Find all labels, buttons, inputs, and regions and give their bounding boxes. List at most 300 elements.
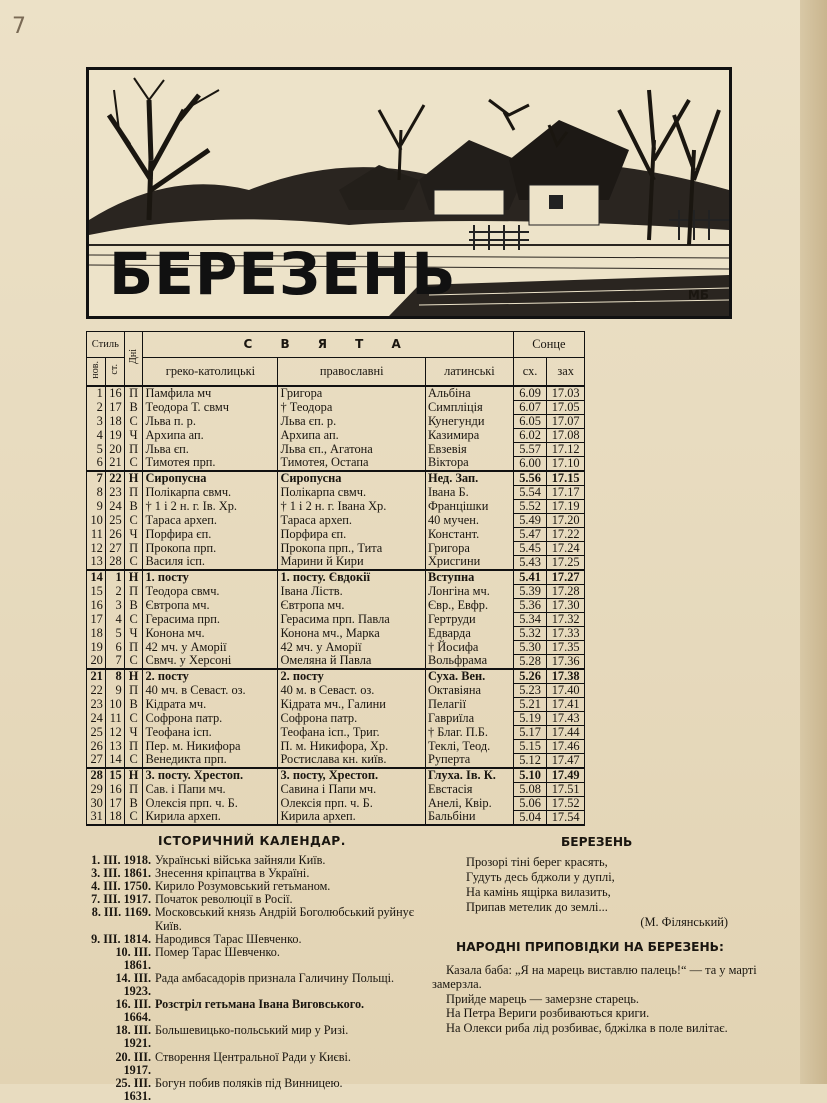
calendar-row: [87, 456, 585, 471]
calendar-row: [87, 626, 585, 640]
weekday: П: [124, 442, 143, 456]
sunrise: 5.54: [513, 485, 546, 499]
sunset: 17.43: [547, 711, 585, 725]
weekday: Н: [124, 570, 143, 585]
calendar-row: [87, 654, 585, 669]
history-date: 25. III. 1631.: [115, 1075, 151, 1103]
weekday: Н: [124, 471, 143, 486]
day-old: 25: [105, 513, 124, 527]
day-new: 16: [87, 598, 106, 612]
sunrise: 6.00: [513, 456, 546, 471]
sunrise: 5.17: [513, 725, 546, 739]
sunrise: 6.07: [513, 400, 546, 414]
latin-saint: Констант.: [425, 527, 513, 541]
calendar-row: [87, 442, 585, 456]
sunrise: 5.15: [513, 739, 546, 753]
greek-catholic-saint: Конона мч.: [143, 626, 278, 640]
orthodox-saint: Кідрата мч., Галини: [278, 697, 426, 711]
sunset: 17.07: [547, 414, 585, 428]
orthodox-saint: Архипа ап.: [278, 428, 426, 442]
weekday: П: [124, 640, 143, 654]
calendar-row: [87, 768, 585, 783]
header-days: Дні: [124, 332, 143, 386]
sunset: 17.30: [547, 598, 585, 612]
day-old: 8: [105, 669, 124, 684]
day-new: 15: [87, 584, 106, 598]
greek-catholic-saint: Сав. і Папи мч.: [143, 782, 278, 796]
sunrise: 6.09: [513, 386, 546, 401]
calendar-body: [87, 386, 585, 825]
day-new: 25: [87, 725, 106, 739]
orthodox-saint: Кирила археп.: [278, 810, 426, 825]
history-event: Українські війська зайняли Київ.: [155, 853, 326, 868]
day-old: 22: [105, 471, 124, 486]
sunset: 17.28: [547, 584, 585, 598]
latin-saint: Лонгіна мч.: [425, 584, 513, 598]
day-new: 13: [87, 555, 106, 570]
day-new: 7: [87, 471, 106, 486]
sunrise: 5.21: [513, 697, 546, 711]
day-old: 5: [105, 626, 124, 640]
calendar-row: [87, 640, 585, 654]
calendar-row: [87, 584, 585, 598]
day-new: 23: [87, 697, 106, 711]
day-old: 7: [105, 654, 124, 669]
sunrise: 5.12: [513, 753, 546, 768]
latin-saint: Глуха. Ів. К.: [425, 768, 513, 783]
calendar-row: [87, 810, 585, 825]
page-mark: 7: [12, 14, 26, 39]
header-sunrise: сх.: [513, 358, 546, 386]
sunset: 17.27: [547, 570, 585, 585]
history-date: 3. III. 1861.: [91, 866, 151, 881]
sunset: 17.41: [547, 697, 585, 711]
day-old: 4: [105, 612, 124, 626]
history-date: 8. III. 1169.: [91, 905, 151, 920]
sunset: 17.35: [547, 640, 585, 654]
history-event: Кирило Розумовський гетьманом.: [155, 879, 331, 894]
weekday: В: [124, 697, 143, 711]
sunset: 17.33: [547, 626, 585, 640]
latin-saint: Руперта: [425, 753, 513, 768]
day-old: 18: [105, 414, 124, 428]
latin-saint: Альбіна: [425, 386, 513, 401]
day-new: 26: [87, 739, 106, 753]
orthodox-saint: Конона мч., Марка: [278, 626, 426, 640]
sunrise: 5.28: [513, 654, 546, 669]
calendar-row: [87, 541, 585, 555]
latin-saint: Вольфрама: [425, 654, 513, 669]
latin-saint: Нед. Зап.: [425, 471, 513, 486]
weekday: В: [124, 796, 143, 810]
weekday: П: [124, 683, 143, 697]
weekday: В: [124, 499, 143, 513]
sunrise: 5.52: [513, 499, 546, 513]
latin-saint: Октавіяна: [425, 683, 513, 697]
calendar-row: [87, 471, 585, 486]
sunset: 17.24: [547, 541, 585, 555]
header-greek-catholic: греко-католицькі: [143, 358, 278, 386]
poem-author: (М. Філянський): [640, 915, 728, 929]
history-event: Богун побив поляків під Винницею.: [155, 1075, 343, 1090]
latin-saint: Євр., Евфр.: [425, 598, 513, 612]
poem-title: БЕРЕЗЕНЬ: [561, 835, 633, 849]
history-event: Знесення кріпацтва в Україні.: [155, 866, 310, 881]
day-new: 21: [87, 669, 106, 684]
sunrise: 5.19: [513, 711, 546, 725]
header-orthodox: православні: [278, 358, 426, 386]
history-event: Розстріл гетьмана Івана Виговського.: [155, 997, 365, 1012]
day-old: 16: [105, 782, 124, 796]
orthodox-saint: 1. посту. Євдокії: [278, 570, 426, 585]
day-new: 9: [87, 499, 106, 513]
weekday: С: [124, 711, 143, 725]
sunset: 17.47: [547, 753, 585, 768]
greek-catholic-saint: Теодора Т. свмч: [143, 400, 278, 414]
day-new: 17: [87, 612, 106, 626]
history-item: [88, 1077, 428, 1103]
orthodox-saint: Льва єп., Агатона: [278, 442, 426, 456]
calendar-row: [87, 796, 585, 810]
sunrise: 5.41: [513, 570, 546, 585]
greek-catholic-saint: Памфила мч: [143, 386, 278, 401]
poem-line: Прозорі тіні берег красять,: [466, 855, 608, 869]
latin-saint: Григора: [425, 541, 513, 555]
greek-catholic-saint: Тимотея прп.: [143, 456, 278, 471]
weekday: Ч: [124, 527, 143, 541]
day-old: 15: [105, 768, 124, 783]
day-old: 28: [105, 555, 124, 570]
orthodox-saint: Євтропа мч.: [278, 598, 426, 612]
sunset: 17.17: [547, 485, 585, 499]
day-old: 21: [105, 456, 124, 471]
orthodox-saint: Івана Ліств.: [278, 584, 426, 598]
orthodox-saint: Льва єп. р.: [278, 414, 426, 428]
calendar-row: [87, 725, 585, 739]
day-new: 19: [87, 640, 106, 654]
poem-line: Гудуть десь бджоли у дуплі,: [466, 870, 615, 884]
weekday: П: [124, 739, 143, 753]
weekday: В: [124, 400, 143, 414]
sunrise: 6.02: [513, 428, 546, 442]
history-date: 1. III. 1918.: [91, 853, 151, 868]
weekday: С: [124, 810, 143, 825]
header-old-style: ст.: [105, 358, 124, 386]
latin-saint: Бальбіни: [425, 810, 513, 825]
orthodox-saint: Савина і Папи мч.: [278, 782, 426, 796]
weekday: С: [124, 753, 143, 768]
weekday: В: [124, 598, 143, 612]
weekday: П: [124, 386, 143, 401]
history-item: [88, 946, 428, 972]
history-date: 18. III. 1921.: [115, 1023, 151, 1051]
orthodox-saint: 2. посту: [278, 669, 426, 684]
day-old: 17: [105, 400, 124, 414]
proverbs: [432, 940, 772, 1036]
history-event: Народився Тарас Шевченко.: [155, 931, 302, 946]
orthodox-saint: Тимотея, Остапа: [278, 456, 426, 471]
latin-saint: Вступна: [425, 570, 513, 585]
day-new: 6: [87, 456, 106, 471]
greek-catholic-saint: Василя ісп.: [143, 555, 278, 570]
sunrise: 5.49: [513, 513, 546, 527]
history-date: 20. III. 1917.: [115, 1049, 151, 1077]
header-new-style: нов.: [87, 358, 106, 386]
calendar-row: [87, 697, 585, 711]
day-new: 20: [87, 654, 106, 669]
poem: [466, 835, 756, 930]
sunrise: 5.47: [513, 527, 546, 541]
weekday: С: [124, 456, 143, 471]
history-event: Помер Тарас Шевченко.: [155, 944, 280, 959]
orthodox-saint: 3. посту, Хрестоп.: [278, 768, 426, 783]
calendar-row: [87, 428, 585, 442]
sunrise: 5.06: [513, 796, 546, 810]
sunset: 17.51: [547, 782, 585, 796]
weekday: П: [124, 584, 143, 598]
day-old: 10: [105, 697, 124, 711]
day-new: 14: [87, 570, 106, 585]
weekday: Ч: [124, 725, 143, 739]
history-date: 10. III. 1861.: [115, 944, 151, 972]
orthodox-saint: Марини й Кири: [278, 555, 426, 570]
calendar-row: [87, 711, 585, 725]
latin-saint: Кунегунди: [425, 414, 513, 428]
history-item: [88, 906, 428, 932]
day-new: 10: [87, 513, 106, 527]
sunrise: 5.08: [513, 782, 546, 796]
latin-saint: 40 мучен.: [425, 513, 513, 527]
day-old: 16: [105, 386, 124, 401]
orthodox-saint: Порфира єп.: [278, 527, 426, 541]
latin-saint: Віктора: [425, 456, 513, 471]
day-old: 26: [105, 527, 124, 541]
latin-saint: Францішки: [425, 499, 513, 513]
sunset: 17.12: [547, 442, 585, 456]
sunset: 17.03: [547, 386, 585, 401]
calendar-row: [87, 570, 585, 585]
greek-catholic-saint: 42 мч. у Аморії: [143, 640, 278, 654]
header-latin: латинські: [425, 358, 513, 386]
month-title: БЕРЕЗЕНЬ: [109, 240, 457, 308]
sunrise: 5.43: [513, 555, 546, 570]
weekday: П: [124, 541, 143, 555]
day-old: 23: [105, 485, 124, 499]
sunset: 17.36: [547, 654, 585, 669]
greek-catholic-saint: Полікарпа свмч.: [143, 485, 278, 499]
sunrise: 5.10: [513, 768, 546, 783]
historical-calendar: [88, 835, 428, 1103]
proverb: На Олекси риба лід розбиває, бджілка в поле вилітає.: [446, 1020, 728, 1035]
day-new: 1: [87, 386, 106, 401]
weekday: С: [124, 414, 143, 428]
calendar-row: [87, 612, 585, 626]
day-old: 13: [105, 739, 124, 753]
greek-catholic-saint: † 1 і 2 н. г. Ів. Хр.: [143, 499, 278, 513]
header-style: Стиль: [87, 332, 125, 358]
sunrise: 5.56: [513, 471, 546, 486]
day-old: 19: [105, 428, 124, 442]
orthodox-saint: Полікарпа свмч.: [278, 485, 426, 499]
sunset: 17.08: [547, 428, 585, 442]
header-sunset: зах: [547, 358, 585, 386]
day-old: 18: [105, 810, 124, 825]
weekday: Н: [124, 669, 143, 684]
day-new: 11: [87, 527, 106, 541]
greek-catholic-saint: Теодора свмч.: [143, 584, 278, 598]
greek-catholic-saint: Порфира єп.: [143, 527, 278, 541]
weekday: Н: [124, 768, 143, 783]
sunset: 17.44: [547, 725, 585, 739]
poem-line: Припав метелик до землі...: [466, 900, 608, 914]
day-new: 22: [87, 683, 106, 697]
greek-catholic-saint: 1. посту: [143, 570, 278, 585]
history-event: Рада амбасадорів признала Галичину Польщі.: [155, 970, 395, 985]
sunset: 17.20: [547, 513, 585, 527]
day-new: 28: [87, 768, 106, 783]
day-new: 12: [87, 541, 106, 555]
greek-catholic-saint: Льва єп.: [143, 442, 278, 456]
history-event: Створення Центральної Ради у Києві.: [155, 1049, 351, 1064]
sunrise: 5.39: [513, 584, 546, 598]
calendar-row: [87, 669, 585, 684]
history-item: [88, 1024, 428, 1050]
orthodox-saint: 40 м. в Севаст. оз.: [278, 683, 426, 697]
day-new: 2: [87, 400, 106, 414]
calendar-row: [87, 683, 585, 697]
poem-line: На камінь ящірка вилазить,: [466, 885, 611, 899]
greek-catholic-saint: Кирила археп.: [143, 810, 278, 825]
orthodox-saint: Софрона патр.: [278, 711, 426, 725]
day-new: 3: [87, 414, 106, 428]
weekday: С: [124, 513, 143, 527]
sunset: 17.10: [547, 456, 585, 471]
sunrise: 5.04: [513, 810, 546, 825]
greek-catholic-saint: Венедикта прп.: [143, 753, 278, 768]
calendar-row: [87, 400, 585, 414]
greek-catholic-saint: Свмч. у Херсоні: [143, 654, 278, 669]
day-new: 18: [87, 626, 106, 640]
orthodox-saint: Омеляна й Павла: [278, 654, 426, 669]
sunset: 17.38: [547, 669, 585, 684]
day-old: 14: [105, 753, 124, 768]
day-new: 29: [87, 782, 106, 796]
orthodox-saint: Герасима прп. Павла: [278, 612, 426, 626]
sunrise: 5.23: [513, 683, 546, 697]
latin-saint: Казимира: [425, 428, 513, 442]
greek-catholic-saint: 3. посту. Хрестоп.: [143, 768, 278, 783]
calendar-table: [86, 331, 585, 826]
sunset: 17.40: [547, 683, 585, 697]
calendar-row: [87, 527, 585, 541]
sunrise: 5.30: [513, 640, 546, 654]
sunrise: 5.34: [513, 612, 546, 626]
history-item: [88, 972, 428, 998]
day-new: 27: [87, 753, 106, 768]
day-old: 27: [105, 541, 124, 555]
day-old: 20: [105, 442, 124, 456]
page-edge: [800, 0, 827, 1084]
history-event: Початок революції в Росії.: [155, 892, 293, 907]
header-holidays: С В Я Т А: [143, 332, 513, 358]
sunrise: 5.26: [513, 669, 546, 684]
orthodox-saint: † 1 і 2 н. г. Івана Хр.: [278, 499, 426, 513]
sunrise: 6.05: [513, 414, 546, 428]
greek-catholic-saint: Прокопа прп.: [143, 541, 278, 555]
sunset: 17.49: [547, 768, 585, 783]
latin-saint: Едварда: [425, 626, 513, 640]
calendar-row: [87, 739, 585, 753]
day-new: 5: [87, 442, 106, 456]
day-old: 3: [105, 598, 124, 612]
weekday: С: [124, 555, 143, 570]
orthodox-saint: Прокопа прп., Тита: [278, 541, 426, 555]
greek-catholic-saint: Кідрата мч.: [143, 697, 278, 711]
day-old: 24: [105, 499, 124, 513]
greek-catholic-saint: Льва п. р.: [143, 414, 278, 428]
sunrise: 5.57: [513, 442, 546, 456]
sunset: 17.25: [547, 555, 585, 570]
greek-catholic-saint: Герасима прп.: [143, 612, 278, 626]
day-old: 1: [105, 570, 124, 585]
orthodox-saint: 42 мч. у Аморії: [278, 640, 426, 654]
historical-calendar-title: ІСТОРИЧНИЙ КАЛЕНДАР.: [158, 834, 346, 848]
greek-catholic-saint: Пер. м. Никифора: [143, 739, 278, 753]
weekday: С: [124, 654, 143, 669]
calendar-row: [87, 555, 585, 570]
weekday: Ч: [124, 626, 143, 640]
latin-saint: Гавриїла: [425, 711, 513, 725]
latin-saint: Анелі, Квір.: [425, 796, 513, 810]
history-item: [88, 1051, 428, 1077]
calendar-row: [87, 386, 585, 401]
weekday: С: [124, 612, 143, 626]
latin-saint: Гертруди: [425, 612, 513, 626]
proverb: На Петра Вериги розбиваються криги.: [446, 1006, 650, 1021]
history-date: 4. III. 1750.: [91, 879, 151, 894]
calendar-row: [87, 513, 585, 527]
greek-catholic-saint: Сиропусна: [143, 471, 278, 486]
day-old: 6: [105, 640, 124, 654]
header-sun: Сонце: [513, 332, 584, 358]
latin-saint: Суха. Вен.: [425, 669, 513, 684]
header-woodcut: [86, 67, 732, 319]
day-new: 24: [87, 711, 106, 725]
history-item: [88, 933, 428, 946]
greek-catholic-saint: Тараса археп.: [143, 513, 278, 527]
day-new: 8: [87, 485, 106, 499]
greek-catholic-saint: Олексія прп. ч. Б.: [143, 796, 278, 810]
proverb: Прийде марець — замерзне старець.: [446, 991, 639, 1006]
orthodox-saint: Сиропусна: [278, 471, 426, 486]
sunset: 17.22: [547, 527, 585, 541]
calendar-row: [87, 485, 585, 499]
greek-catholic-saint: 2. посту: [143, 669, 278, 684]
sunrise: 5.45: [513, 541, 546, 555]
sunset: 17.52: [547, 796, 585, 810]
sunset: 17.46: [547, 739, 585, 753]
orthodox-saint: † Теодора: [278, 400, 426, 414]
greek-catholic-saint: Євтропа мч.: [143, 598, 278, 612]
day-new: 31: [87, 810, 106, 825]
history-date: 16. III. 1664.: [115, 997, 151, 1025]
day-new: 4: [87, 428, 106, 442]
day-old: 2: [105, 584, 124, 598]
day-old: 11: [105, 711, 124, 725]
latin-saint: Хрисгини: [425, 555, 513, 570]
day-new: 30: [87, 796, 106, 810]
calendar-row: [87, 598, 585, 612]
